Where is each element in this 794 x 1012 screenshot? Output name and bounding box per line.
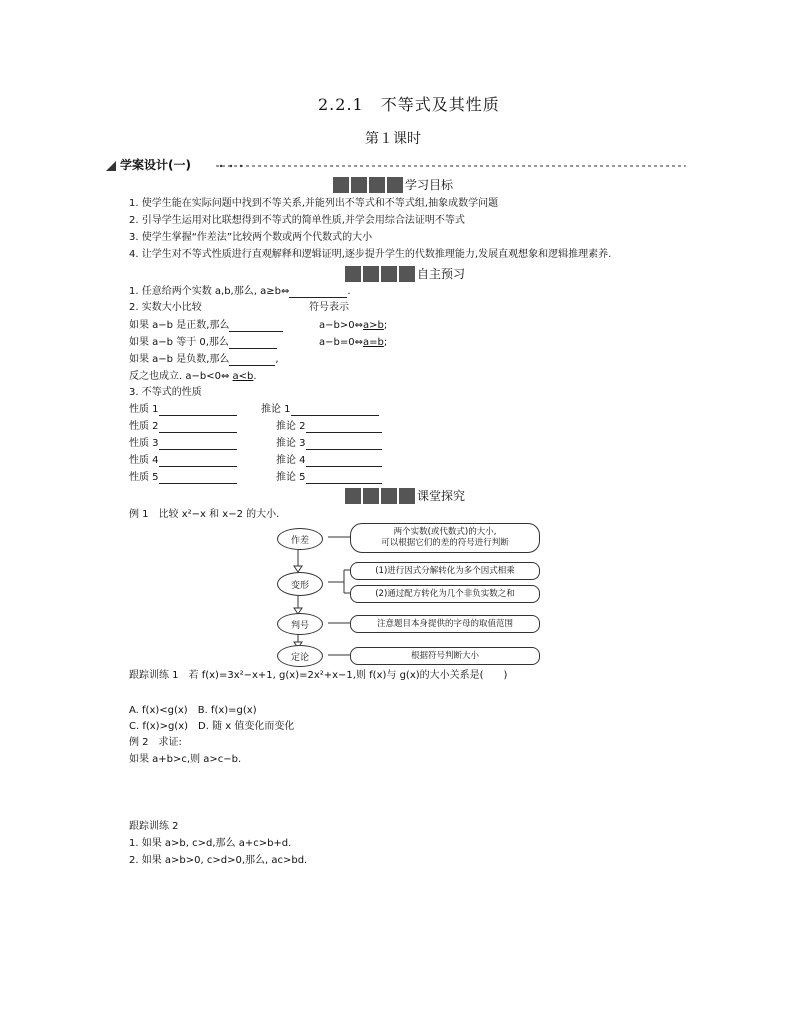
corollary-row: 推论 4 xyxy=(276,455,382,467)
section-explore-header xyxy=(345,487,465,504)
practice2-title: 跟踪训练 2 xyxy=(129,821,179,832)
section-goals-label: 学习目标 xyxy=(405,178,454,192)
design-header-bar xyxy=(106,157,686,171)
example2-title: 例 2 求证: xyxy=(129,737,182,748)
preview-q3: 3. 不等式的性质 xyxy=(129,387,202,398)
section-marker-icon xyxy=(345,266,415,282)
corollary-row: 推论 5 xyxy=(276,472,382,484)
property-row: 性质 1 xyxy=(129,404,237,416)
flow-step-conclude: 定论 xyxy=(277,645,323,667)
answer-blank[interactable] xyxy=(306,456,382,467)
compare-row: 如果 a−b 是正数,那么 xyxy=(129,320,283,332)
section-goals-header xyxy=(333,176,453,193)
property-row: 性质 2 xyxy=(129,421,237,433)
section-preview-label: 自主预习 xyxy=(417,267,466,281)
example1: 例 1 比较 x²−x 和 x−2 的大小. xyxy=(129,509,280,520)
flow-step-transform: 变形 xyxy=(277,572,323,596)
example2-statement: 如果 a+b>c,则 a>c−b. xyxy=(129,754,242,765)
answer-blank[interactable] xyxy=(229,338,277,349)
answer-blank[interactable] xyxy=(159,456,237,467)
answer-blank[interactable] xyxy=(159,405,237,416)
flow-note-factor: (1)进行因式分解转化为多个因式相乘 xyxy=(350,562,540,580)
practice2-item: 1. 如果 a>b, c>d,那么 a+c>b+d. xyxy=(129,838,292,849)
design-header-line xyxy=(106,158,686,172)
compare-row: 如果 a−b 等于 0,那么 xyxy=(129,337,277,349)
design-header-label: 学案设计(一) xyxy=(120,158,191,172)
goal-item: 2. 引导学生运用对比联想得到不等式的简单性质,并学会用综合法证明不等式 xyxy=(129,215,465,226)
practice2-item: 2. 如果 a>b>0, c>d>0,那么, ac>bd. xyxy=(129,855,308,866)
flow-note-judge: 根据符号判断大小 xyxy=(350,647,540,665)
preview-q1: 1. 任意给两个实数 a,b,那么, a≥b⇔ . xyxy=(129,286,351,297)
compare-row-symbol: a−b>0⇔a>b; xyxy=(319,320,388,331)
flow-note-diff: 两个实数(或代数式)的大小, 可以根据它们的差的符号进行判断 xyxy=(350,523,540,553)
flow-note-square: (2)通过配方转化为几个非负实数之和 xyxy=(350,585,540,603)
answer-blank[interactable] xyxy=(159,473,237,484)
goal-item: 4. 让学生对不等式性质进行直观解释和逻辑证明,逐步提升学生的代数推理能力,发展直观想象和逻辑推理素养. xyxy=(129,249,612,260)
compare-row-symbol: a−b=0⇔a=b; xyxy=(319,337,388,348)
corollary-row: 推论 1 xyxy=(261,404,379,416)
answer-blank[interactable] xyxy=(289,287,347,298)
page-subtitle: 第１课时 xyxy=(365,131,421,147)
flow-step-sign: 判号 xyxy=(277,613,323,635)
converse-line: 反之也成立. a−b<0⇔ a<b. xyxy=(129,371,257,382)
answer-blank[interactable] xyxy=(229,355,275,366)
practice1-options-ab: A. f(x)<g(x) B. f(x)=g(x) xyxy=(129,705,257,716)
answer-blank[interactable] xyxy=(306,439,382,450)
flow-note-range: 注意题目本身提供的字母的取值范围 xyxy=(350,615,540,633)
symbol-header: 符号表示 xyxy=(309,302,349,313)
goal-item: 3. 使学生掌握“作差法”比较两个数或两个代数式的大小 xyxy=(129,232,373,243)
answer-blank[interactable] xyxy=(306,473,382,484)
corollary-row: 推论 3 xyxy=(276,438,382,450)
answer-blank[interactable] xyxy=(306,422,382,433)
goal-item: 1. 使学生能在实际问题中找到不等关系,并能列出不等式和不等式组,抽象成数学问题 xyxy=(129,198,499,209)
practice1-question: 跟踪训练 1 若 f(x)=3x²−x+1, g(x)=2x²+x−1,则 f(x)与 g(x)的大小关系是( ) xyxy=(129,670,508,681)
property-row: 性质 4 xyxy=(129,455,237,467)
answer-blank[interactable] xyxy=(291,405,379,416)
answer-blank[interactable] xyxy=(159,439,237,450)
page-title: 2.2.1 不等式及其性质 xyxy=(318,95,500,114)
flow-step-diff: 作差 xyxy=(277,528,323,550)
preview-q2: 2. 实数大小比较 xyxy=(129,302,202,313)
section-preview-header xyxy=(345,265,465,282)
practice1-options-cd: C. f(x)>g(x) D. 随 x 值变化而变化 xyxy=(129,721,295,732)
compare-row: 如果 a−b 是负数,那么 , xyxy=(129,354,279,365)
section-explore-label: 课堂探究 xyxy=(417,489,466,503)
corollary-row: 推论 2 xyxy=(276,421,382,433)
section-marker-icon xyxy=(345,488,415,504)
answer-blank[interactable] xyxy=(159,422,237,433)
section-marker-icon xyxy=(333,177,403,193)
answer-blank[interactable] xyxy=(229,321,283,332)
property-row: 性质 3 xyxy=(129,438,237,450)
property-row: 性质 5 xyxy=(129,472,237,484)
